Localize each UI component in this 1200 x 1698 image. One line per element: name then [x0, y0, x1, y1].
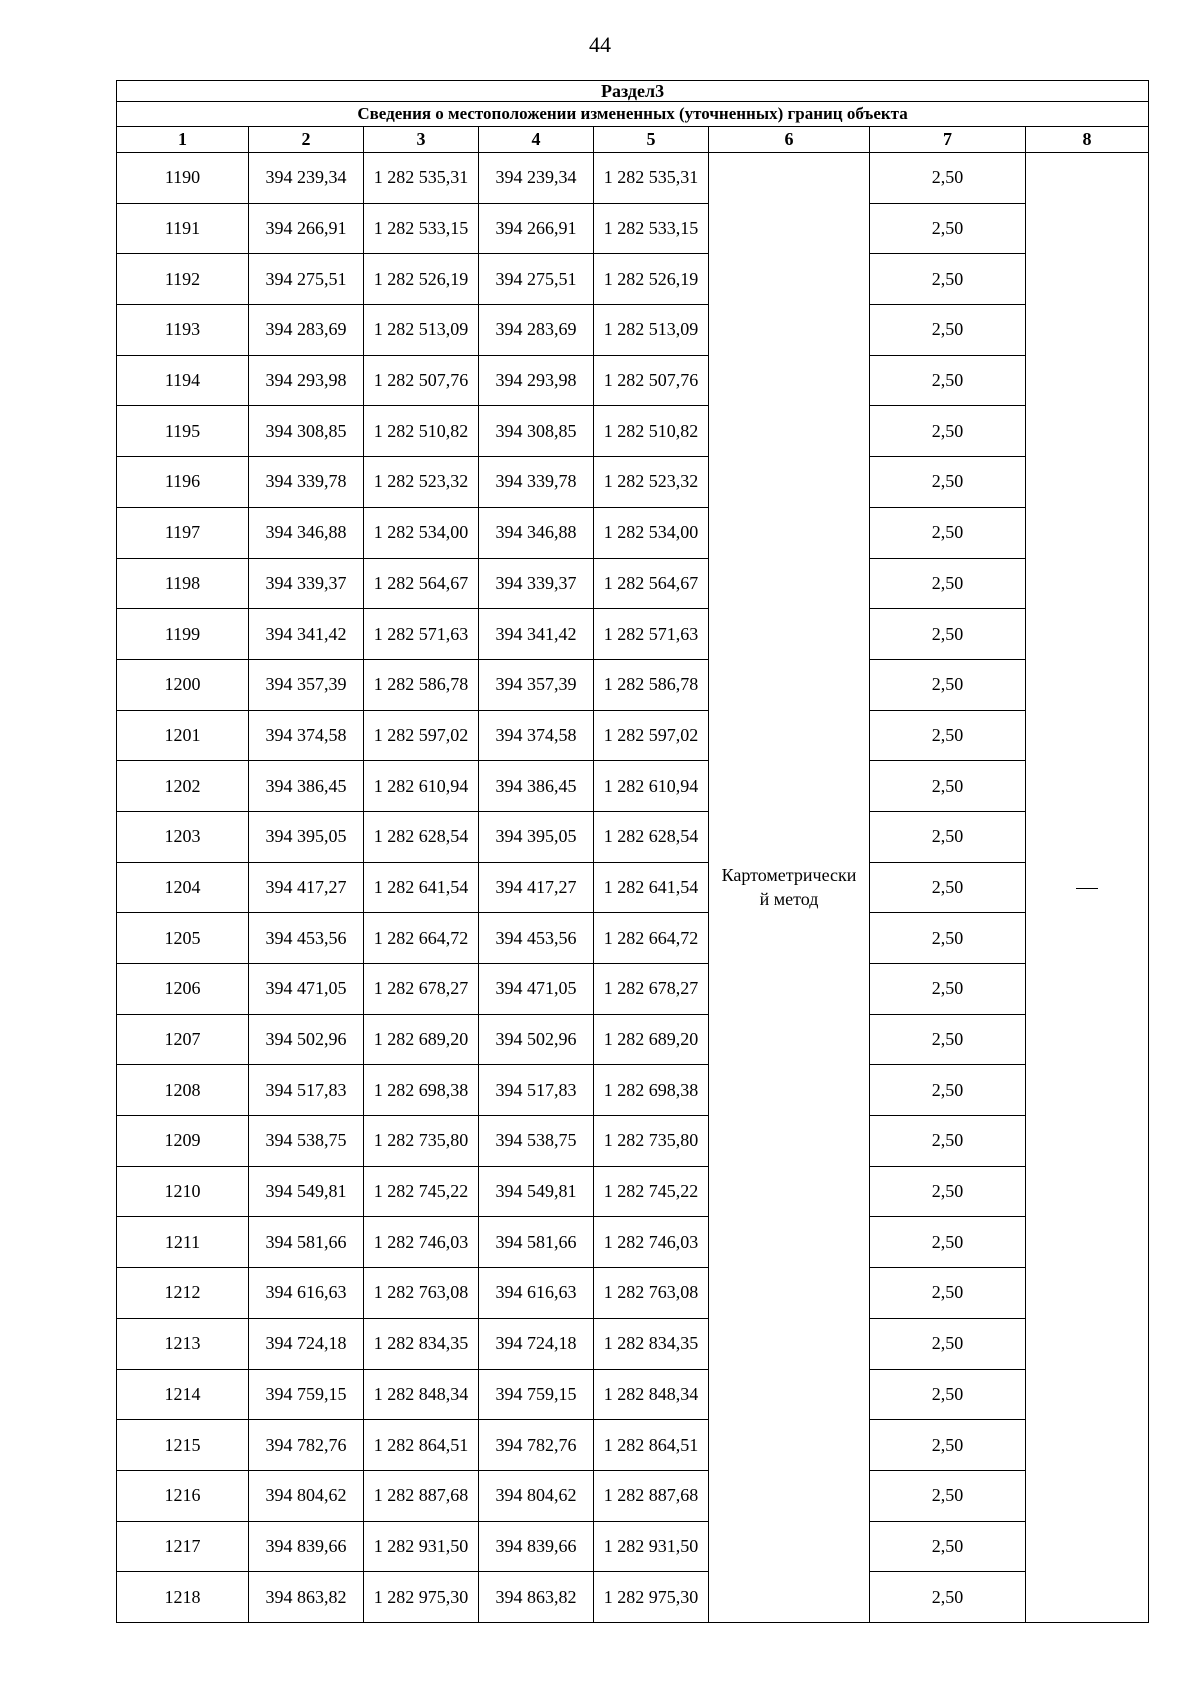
x-new-cell: 394 759,15: [479, 1369, 594, 1420]
table-row: [117, 862, 1149, 913]
x-existing-cell: 394 616,63: [249, 1268, 364, 1319]
accuracy-cell: 2,50: [870, 558, 1026, 609]
y-existing-cell: 1 282 848,34: [364, 1369, 479, 1420]
x-new-cell: 394 395,05: [479, 811, 594, 862]
accuracy-cell: 2,50: [870, 153, 1026, 204]
point-number-cell: 1208: [117, 1065, 249, 1116]
x-existing-cell: 394 374,58: [249, 710, 364, 761]
x-existing-cell: 394 386,45: [249, 761, 364, 812]
point-number-cell: 1218: [117, 1572, 249, 1623]
point-number-cell: 1193: [117, 305, 249, 356]
table-row: [117, 507, 1149, 558]
point-number-cell: 1194: [117, 355, 249, 406]
point-number-cell: 1211: [117, 1217, 249, 1268]
y-existing-cell: 1 282 510,82: [364, 406, 479, 457]
y-existing-cell: 1 282 745,22: [364, 1166, 479, 1217]
accuracy-cell: 2,50: [870, 609, 1026, 660]
x-existing-cell: 394 804,62: [249, 1470, 364, 1521]
table-body: [117, 153, 1149, 1623]
point-number-cell: 1198: [117, 558, 249, 609]
accuracy-cell: 2,50: [870, 964, 1026, 1015]
x-new-cell: 394 538,75: [479, 1116, 594, 1167]
y-existing-cell: 1 282 526,19: [364, 254, 479, 305]
y-new-cell: 1 282 535,31: [594, 153, 709, 204]
accuracy-cell: 2,50: [870, 1014, 1026, 1065]
column-header-row: [117, 127, 1149, 153]
y-existing-cell: 1 282 533,15: [364, 203, 479, 254]
x-new-cell: 394 357,39: [479, 659, 594, 710]
y-new-cell: 1 282 586,78: [594, 659, 709, 710]
x-new-cell: 394 804,62: [479, 1470, 594, 1521]
accuracy-cell: 2,50: [870, 1420, 1026, 1471]
x-new-cell: 394 839,66: [479, 1521, 594, 1572]
x-existing-cell: 394 502,96: [249, 1014, 364, 1065]
column-header-6: 6: [709, 127, 870, 153]
x-existing-cell: 394 293,98: [249, 355, 364, 406]
table-row: [117, 153, 1149, 204]
accuracy-cell: 2,50: [870, 203, 1026, 254]
x-new-cell: 394 339,37: [479, 558, 594, 609]
point-number-cell: 1212: [117, 1268, 249, 1319]
coordinates-table: [116, 80, 1149, 1623]
point-number-cell: 1201: [117, 710, 249, 761]
point-number-cell: 1192: [117, 254, 249, 305]
x-existing-cell: 394 538,75: [249, 1116, 364, 1167]
y-existing-cell: 1 282 571,63: [364, 609, 479, 660]
accuracy-cell: 2,50: [870, 1572, 1026, 1623]
point-number-cell: 1202: [117, 761, 249, 812]
table-row: [117, 1268, 1149, 1319]
accuracy-cell: 2,50: [870, 507, 1026, 558]
table-row: [117, 1166, 1149, 1217]
method-line-1: Картометрически: [721, 865, 857, 886]
table-row: [117, 406, 1149, 457]
x-existing-cell: 394 782,76: [249, 1420, 364, 1471]
y-existing-cell: 1 282 664,72: [364, 913, 479, 964]
x-existing-cell: 394 839,66: [249, 1521, 364, 1572]
point-number-cell: 1204: [117, 862, 249, 913]
y-new-cell: 1 282 834,35: [594, 1318, 709, 1369]
table-row: [117, 355, 1149, 406]
y-existing-cell: 1 282 746,03: [364, 1217, 479, 1268]
accuracy-cell: 2,50: [870, 1166, 1026, 1217]
y-existing-cell: 1 282 931,50: [364, 1521, 479, 1572]
column-header-4: 4: [479, 127, 594, 153]
table-row: [117, 1014, 1149, 1065]
y-new-cell: 1 282 610,94: [594, 761, 709, 812]
x-new-cell: 394 782,76: [479, 1420, 594, 1471]
y-existing-cell: 1 282 763,08: [364, 1268, 479, 1319]
y-existing-cell: 1 282 507,76: [364, 355, 479, 406]
table-caption: Сведения о местоположении измененных (уточненных) границ объекта: [117, 102, 1149, 127]
accuracy-cell: 2,50: [870, 305, 1026, 356]
point-number-cell: 1203: [117, 811, 249, 862]
table-row: [117, 1065, 1149, 1116]
y-new-cell: 1 282 534,00: [594, 507, 709, 558]
x-existing-cell: 394 339,37: [249, 558, 364, 609]
x-existing-cell: 394 357,39: [249, 659, 364, 710]
y-new-cell: 1 282 698,38: [594, 1065, 709, 1116]
table-row: [117, 913, 1149, 964]
x-new-cell: 394 616,63: [479, 1268, 594, 1319]
method-cell: [709, 153, 870, 1623]
x-new-cell: 394 863,82: [479, 1572, 594, 1623]
point-number-cell: 1207: [117, 1014, 249, 1065]
y-existing-cell: 1 282 534,00: [364, 507, 479, 558]
x-new-cell: 394 239,34: [479, 153, 594, 204]
x-new-cell: 394 517,83: [479, 1065, 594, 1116]
table-row: [117, 761, 1149, 812]
point-number-cell: 1191: [117, 203, 249, 254]
accuracy-cell: 2,50: [870, 1217, 1026, 1268]
x-existing-cell: 394 283,69: [249, 305, 364, 356]
x-new-cell: 394 417,27: [479, 862, 594, 913]
x-new-cell: 394 471,05: [479, 964, 594, 1015]
accuracy-cell: 2,50: [870, 913, 1026, 964]
accuracy-cell: 2,50: [870, 1318, 1026, 1369]
table-row: [117, 811, 1149, 862]
x-new-cell: 394 386,45: [479, 761, 594, 812]
table-row: [117, 1318, 1149, 1369]
y-new-cell: 1 282 664,72: [594, 913, 709, 964]
table-row: [117, 305, 1149, 356]
point-number-cell: 1206: [117, 964, 249, 1015]
accuracy-cell: 2,50: [870, 1116, 1026, 1167]
point-number-cell: 1215: [117, 1420, 249, 1471]
y-new-cell: 1 282 533,15: [594, 203, 709, 254]
x-new-cell: 394 502,96: [479, 1014, 594, 1065]
y-new-cell: 1 282 523,32: [594, 457, 709, 508]
x-new-cell: 394 293,98: [479, 355, 594, 406]
column-8-dash: [1076, 888, 1098, 889]
accuracy-cell: 2,50: [870, 1065, 1026, 1116]
table-row: [117, 1470, 1149, 1521]
x-new-cell: 394 453,56: [479, 913, 594, 964]
point-number-cell: 1210: [117, 1166, 249, 1217]
y-existing-cell: 1 282 641,54: [364, 862, 479, 913]
y-new-cell: 1 282 848,34: [594, 1369, 709, 1420]
table-row: [117, 1521, 1149, 1572]
x-new-cell: 394 341,42: [479, 609, 594, 660]
point-number-cell: 1200: [117, 659, 249, 710]
point-number-cell: 1217: [117, 1521, 249, 1572]
point-number-cell: 1199: [117, 609, 249, 660]
page-number: 44: [589, 32, 611, 57]
y-new-cell: 1 282 513,09: [594, 305, 709, 356]
table-row: [117, 203, 1149, 254]
y-existing-cell: 1 282 689,20: [364, 1014, 479, 1065]
accuracy-cell: 2,50: [870, 457, 1026, 508]
point-number-cell: 1196: [117, 457, 249, 508]
y-existing-cell: 1 282 523,32: [364, 457, 479, 508]
y-new-cell: 1 282 864,51: [594, 1420, 709, 1471]
accuracy-cell: 2,50: [870, 659, 1026, 710]
x-new-cell: 394 724,18: [479, 1318, 594, 1369]
x-existing-cell: 394 395,05: [249, 811, 364, 862]
accuracy-cell: 2,50: [870, 355, 1026, 406]
x-existing-cell: 394 339,78: [249, 457, 364, 508]
table-row: [117, 964, 1149, 1015]
x-existing-cell: 394 308,85: [249, 406, 364, 457]
x-new-cell: 394 266,91: [479, 203, 594, 254]
method-line-2: й метод: [759, 889, 819, 910]
column-header-8: 8: [1026, 127, 1149, 153]
table-row: [117, 659, 1149, 710]
x-new-cell: 394 549,81: [479, 1166, 594, 1217]
column-header-7: 7: [870, 127, 1026, 153]
x-existing-cell: 394 549,81: [249, 1166, 364, 1217]
y-existing-cell: 1 282 513,09: [364, 305, 479, 356]
x-existing-cell: 394 759,15: [249, 1369, 364, 1420]
point-number-cell: 1214: [117, 1369, 249, 1420]
y-new-cell: 1 282 597,02: [594, 710, 709, 761]
x-new-cell: 394 275,51: [479, 254, 594, 305]
table-row: [117, 558, 1149, 609]
table-row: [117, 1572, 1149, 1623]
table-row: [117, 457, 1149, 508]
x-new-cell: 394 339,78: [479, 457, 594, 508]
y-existing-cell: 1 282 834,35: [364, 1318, 479, 1369]
y-existing-cell: 1 282 887,68: [364, 1470, 479, 1521]
y-existing-cell: 1 282 564,67: [364, 558, 479, 609]
y-existing-cell: 1 282 698,38: [364, 1065, 479, 1116]
y-existing-cell: 1 282 586,78: [364, 659, 479, 710]
y-new-cell: 1 282 564,67: [594, 558, 709, 609]
table-row: [117, 1217, 1149, 1268]
y-new-cell: 1 282 735,80: [594, 1116, 709, 1167]
column-header-2: 2: [249, 127, 364, 153]
y-new-cell: 1 282 678,27: [594, 964, 709, 1015]
y-new-cell: 1 282 571,63: [594, 609, 709, 660]
y-new-cell: 1 282 628,54: [594, 811, 709, 862]
table-row: [117, 1369, 1149, 1420]
y-existing-cell: 1 282 535,31: [364, 153, 479, 204]
y-new-cell: 1 282 975,30: [594, 1572, 709, 1623]
accuracy-cell: 2,50: [870, 1268, 1026, 1319]
x-new-cell: 394 346,88: [479, 507, 594, 558]
point-number-cell: 1216: [117, 1470, 249, 1521]
y-new-cell: 1 282 931,50: [594, 1521, 709, 1572]
y-existing-cell: 1 282 628,54: [364, 811, 479, 862]
accuracy-cell: 2,50: [870, 1369, 1026, 1420]
x-existing-cell: 394 471,05: [249, 964, 364, 1015]
table-row: [117, 710, 1149, 761]
column-header-5: 5: [594, 127, 709, 153]
accuracy-cell: 2,50: [870, 254, 1026, 305]
y-new-cell: 1 282 887,68: [594, 1470, 709, 1521]
x-new-cell: 394 581,66: [479, 1217, 594, 1268]
y-existing-cell: 1 282 597,02: [364, 710, 479, 761]
y-new-cell: 1 282 689,20: [594, 1014, 709, 1065]
y-new-cell: 1 282 510,82: [594, 406, 709, 457]
table-row: [117, 1116, 1149, 1167]
x-existing-cell: 394 346,88: [249, 507, 364, 558]
x-new-cell: 394 374,58: [479, 710, 594, 761]
column-8-cell: [1026, 153, 1149, 1623]
x-new-cell: 394 283,69: [479, 305, 594, 356]
y-existing-cell: 1 282 975,30: [364, 1572, 479, 1623]
accuracy-cell: 2,50: [870, 1521, 1026, 1572]
x-existing-cell: 394 863,82: [249, 1572, 364, 1623]
x-existing-cell: 394 724,18: [249, 1318, 364, 1369]
section-title: Раздел3: [117, 81, 1149, 102]
point-number-cell: 1205: [117, 913, 249, 964]
x-new-cell: 394 308,85: [479, 406, 594, 457]
table-row: [117, 609, 1149, 660]
y-new-cell: 1 282 746,03: [594, 1217, 709, 1268]
y-new-cell: 1 282 641,54: [594, 862, 709, 913]
column-header-1: 1: [117, 127, 249, 153]
point-number-cell: 1209: [117, 1116, 249, 1167]
point-number-cell: 1213: [117, 1318, 249, 1369]
table-row: [117, 1420, 1149, 1471]
y-existing-cell: 1 282 610,94: [364, 761, 479, 812]
x-existing-cell: 394 275,51: [249, 254, 364, 305]
x-existing-cell: 394 453,56: [249, 913, 364, 964]
y-existing-cell: 1 282 678,27: [364, 964, 479, 1015]
accuracy-cell: 2,50: [870, 406, 1026, 457]
accuracy-cell: 2,50: [870, 710, 1026, 761]
column-header-3: 3: [364, 127, 479, 153]
y-existing-cell: 1 282 864,51: [364, 1420, 479, 1471]
x-existing-cell: 394 581,66: [249, 1217, 364, 1268]
x-existing-cell: 394 239,34: [249, 153, 364, 204]
y-existing-cell: 1 282 735,80: [364, 1116, 479, 1167]
x-existing-cell: 394 341,42: [249, 609, 364, 660]
x-existing-cell: 394 417,27: [249, 862, 364, 913]
point-number-cell: 1197: [117, 507, 249, 558]
accuracy-cell: 2,50: [870, 1470, 1026, 1521]
y-new-cell: 1 282 526,19: [594, 254, 709, 305]
accuracy-cell: 2,50: [870, 811, 1026, 862]
point-number-cell: 1195: [117, 406, 249, 457]
y-new-cell: 1 282 745,22: [594, 1166, 709, 1217]
accuracy-cell: 2,50: [870, 761, 1026, 812]
x-existing-cell: 394 266,91: [249, 203, 364, 254]
point-number-cell: 1190: [117, 153, 249, 204]
x-existing-cell: 394 517,83: [249, 1065, 364, 1116]
accuracy-cell: 2,50: [870, 862, 1026, 913]
y-new-cell: 1 282 507,76: [594, 355, 709, 406]
table-row: [117, 254, 1149, 305]
y-new-cell: 1 282 763,08: [594, 1268, 709, 1319]
